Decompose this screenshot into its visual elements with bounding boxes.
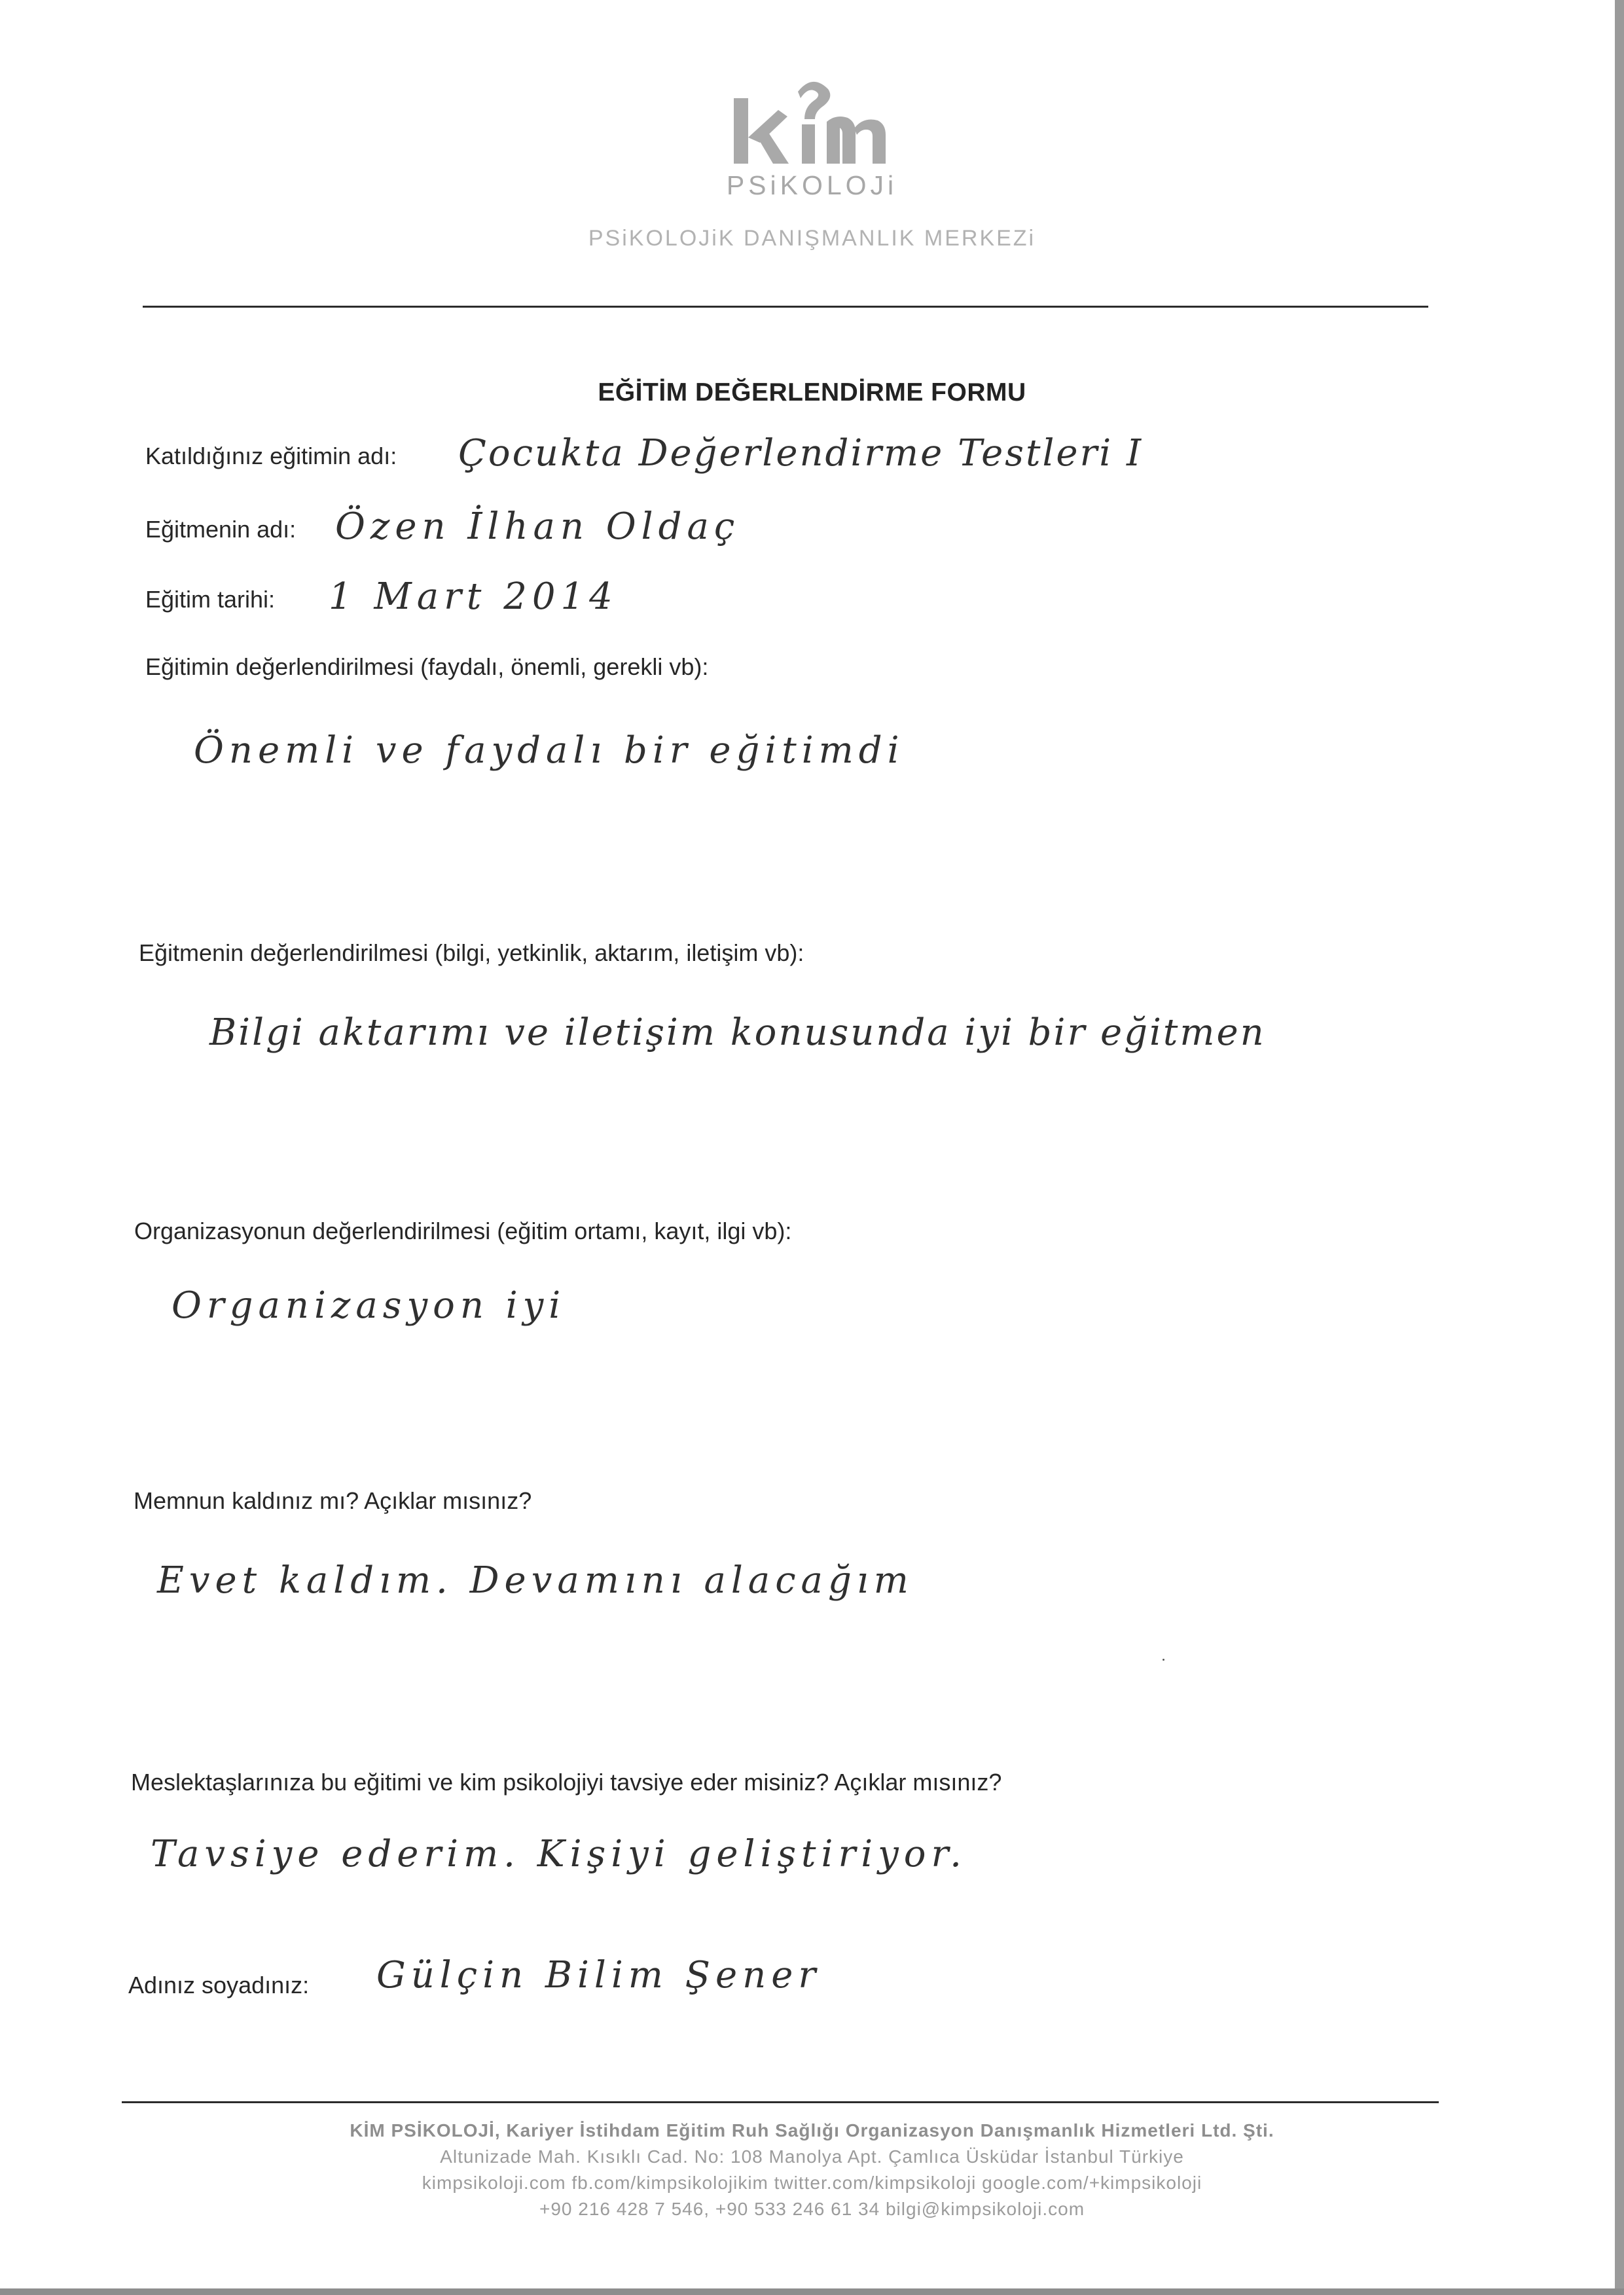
form-title: EĞİTİM DEĞERLENDİRME FORMU [598,378,1026,407]
training-name-answer: Çocukta Değerlendirme Testleri I [458,432,1144,475]
recommendation-answer: Tavsiye ederim. Kişiyi geliştiriyor. [151,1833,967,1875]
footer-divider [122,2101,1439,2103]
footer-address: Altunizade Mah. Kısıklı Cad. No: 108 Manolya Apt. Çamlıca Üsküdar İstanbul Türkiye [440,2146,1184,2167]
satisfaction-answer: Evet kaldım. Devamını alacağım [157,1559,914,1602]
full-name-answer: Gülçin Bilim Şener [376,1954,821,1997]
organization-evaluation-answer: Organizasyon iyi [171,1284,566,1327]
recommendation-label: Meslektaşlarınıza bu eğitimi ve kim psikolojiyi tavsiye eder misiniz? Açıklar mısınız? [131,1769,1002,1796]
trainer-evaluation-answer: Bilgi aktarımı ve iletişim konusunda iyi bir eğitmen [209,1011,1266,1054]
kim-logo-icon [714,72,911,170]
footer [0,2118,1624,2222]
footer-web: kimpsikoloji.com fb.com/kimpsikolojikim twitter.com/kimpsikoloji google.com/+kimpsikoloji [422,2173,1202,2193]
footer-company: KİM PSİKOLOJİ, Kariyer İstihdam Eğitim Ruh Sağlığı Organizasyon Danışmanlık Hizmetleri Ltd. Şti. [350,2120,1274,2141]
logo-tagline: PSiKOLOJiK DANIŞMANLIK MERKEZi [588,226,1036,251]
scan-speck [1163,1659,1164,1661]
training-name-label: Katıldığınız eğitimin adı: [145,443,397,469]
training-date-label: Eğitim tarihi: [145,586,276,613]
full-name-label: Adınız soyadınız: [128,1972,310,1998]
organization-evaluation-label: Organizasyonun değerlendirilmesi (eğitim ortamı, kayıt, ilgi vb): [134,1218,792,1244]
satisfaction-label: Memnun kaldınız mı? Açıklar mısınız? [134,1487,532,1514]
logo-wordmark: PSiKOLOJi [726,170,898,200]
kim-logo-mark [714,72,911,200]
trainer-evaluation-label: Eğitmenin değerlendirilmesi (bilgi, yetkinlik, aktarım, iletişim vb): [139,939,804,966]
company-logo [0,72,1624,251]
header-divider [143,306,1428,308]
training-evaluation-label: Eğitimin değerlendirilmesi (faydalı, önemli, gerekli vb): [145,653,709,680]
footer-contact: +90 216 428 7 546, +90 533 246 61 34 bilgi@kimpsikoloji.com [539,2199,1085,2219]
trainer-name-answer: Özen İlhan Oldaç [335,505,740,548]
trainer-name-label: Eğitmenin adı: [145,516,297,543]
training-date-answer: 1 Mart 2014 [329,575,618,618]
training-evaluation-answer: Önemli ve faydalı bir eğitimdi [194,729,905,772]
scan-edge-bottom [0,2288,1624,2295]
scan-edge-right [1615,0,1624,2295]
